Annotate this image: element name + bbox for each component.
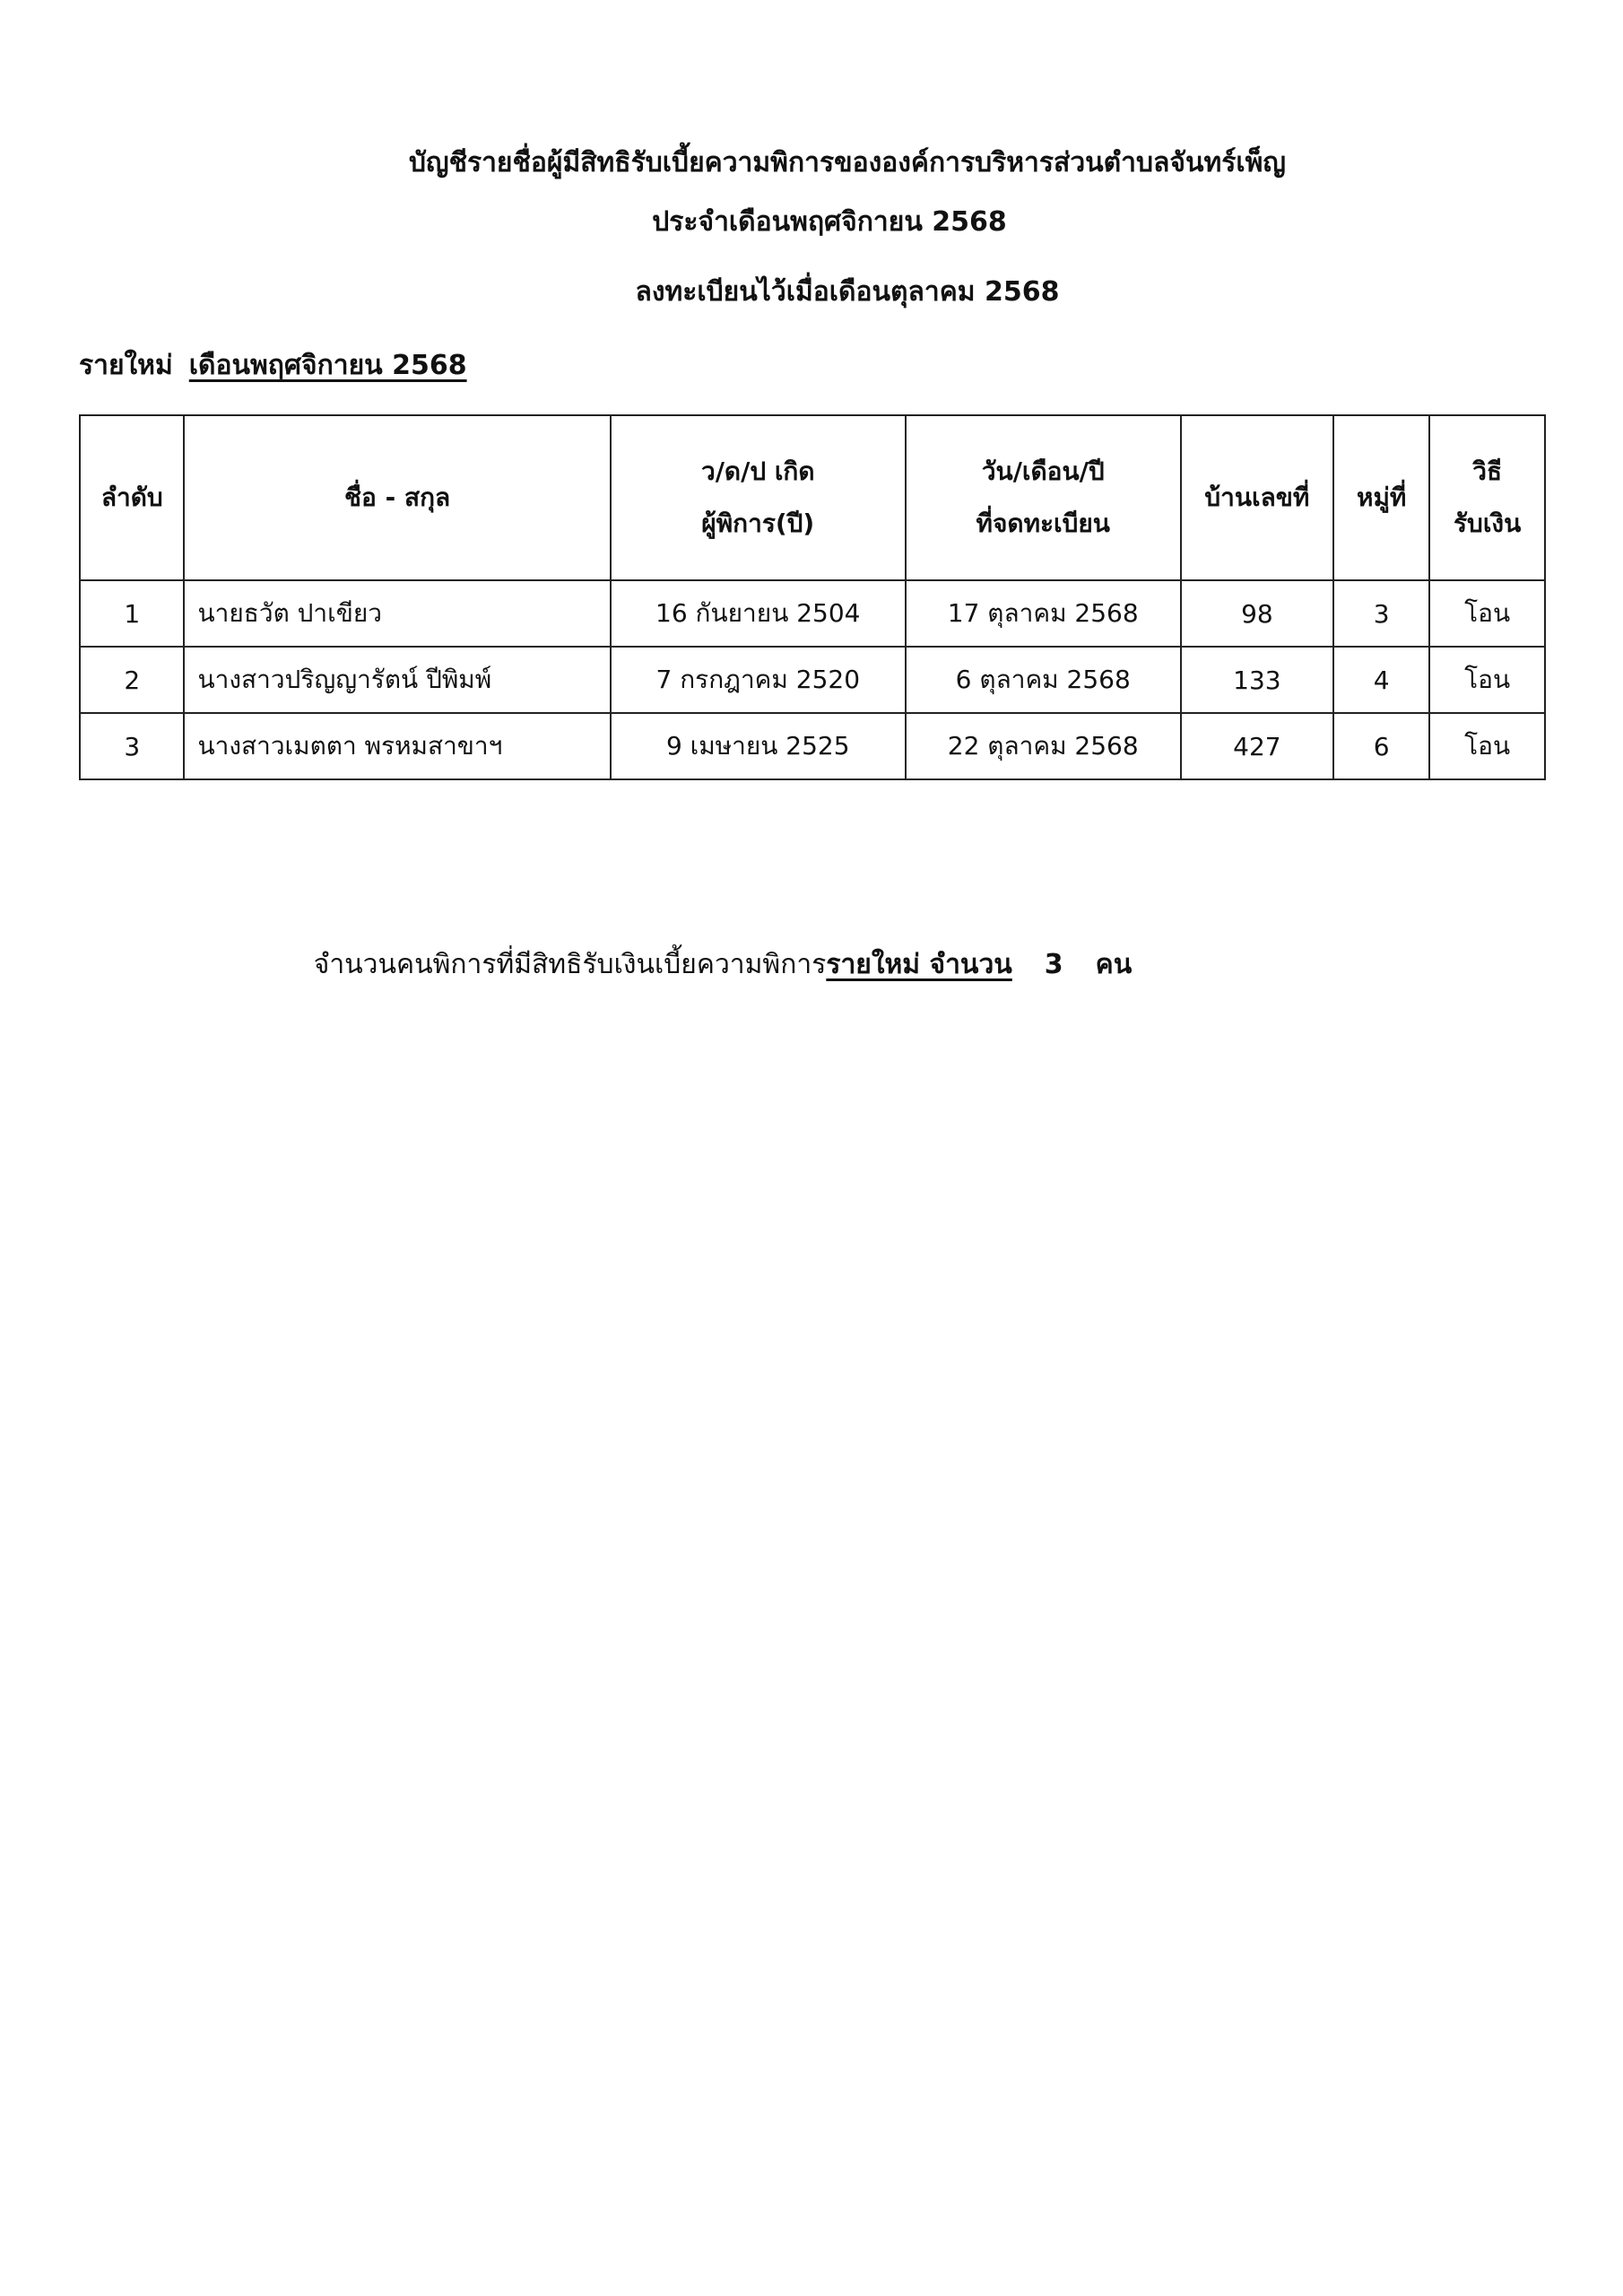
summary-count: 3 (1044, 949, 1063, 980)
header-birth (611, 415, 906, 580)
cell-registered: 6 ตุลาคม 2568 (906, 647, 1181, 713)
cell-no: 3 (80, 713, 184, 779)
summary-text: จำนวนคนพิการที่มีสิทธิรับเงินเบี้ยความพิการ (313, 949, 827, 980)
cell-registered: 22 ตุลาคม 2568 (906, 713, 1181, 779)
header-registered-line-2: ที่จดทะเบียน (976, 509, 1110, 538)
header-no: ลำดับ (80, 415, 184, 580)
header-moo: หมู่ที่ (1333, 415, 1429, 580)
header-payment-line-2: รับเงิน (1454, 509, 1522, 538)
summary-highlight: รายใหม่ จำนวน (826, 949, 1012, 980)
cell-birth: 9 เมษายน 2525 (611, 713, 906, 779)
cell-house: 427 (1181, 713, 1333, 779)
cell-no: 1 (80, 580, 184, 647)
header-registered (906, 415, 1181, 580)
section-month: เดือนพฤศจิกายน 2568 (188, 350, 467, 381)
header-birth-line-2: ผู้พิการ(ปี) (701, 509, 815, 538)
cell-moo: 6 (1333, 713, 1429, 779)
summary-unit: คน (1095, 949, 1133, 980)
header-house: บ้านเลขที่ (1181, 415, 1333, 580)
cell-name: นางสาวเมตตา พรหมสาขาฯ (184, 713, 610, 779)
cell-name: นางสาวปริญญารัตน์ ปีพิมพ์ (184, 647, 610, 713)
cell-registered: 17 ตุลาคม 2568 (906, 580, 1181, 647)
header-payment-line-1: วิธี (1472, 457, 1503, 486)
section-label: รายใหม่ (79, 350, 173, 381)
header-registered-line-1: วัน/เดือน/ปี (981, 457, 1105, 486)
document-title: บัญชีรายชื่อผู้มีสิทธิรับเบี้ยความพิการขององค์การบริหารส่วนตำบลจันทร์เพ็ญ (408, 147, 1286, 178)
cell-moo: 4 (1333, 647, 1429, 713)
section-heading (79, 348, 467, 384)
cell-payment: โอน (1429, 580, 1545, 647)
cell-moo: 3 (1333, 580, 1429, 647)
beneficiary-table (79, 414, 1546, 780)
cell-payment: โอน (1429, 713, 1545, 779)
table-row (80, 647, 1545, 713)
document-period: ประจำเดือนพฤศจิกายน 2568 (652, 206, 1007, 238)
table-header-row (80, 415, 1545, 580)
cell-house: 133 (1181, 647, 1333, 713)
cell-house: 98 (1181, 580, 1333, 647)
cell-name: นายธวัต ปาเขียว (184, 580, 610, 647)
cell-payment: โอน (1429, 647, 1545, 713)
header-payment (1429, 415, 1545, 580)
summary-content (314, 949, 1133, 980)
header-birth-line-1: ว/ด/ป เกิด (700, 457, 815, 486)
cell-birth: 16 กันยายน 2504 (611, 580, 906, 647)
table-row (80, 713, 1545, 779)
header-name: ชื่อ - สกุล (184, 415, 610, 580)
cell-no: 2 (80, 647, 184, 713)
table-row (80, 580, 1545, 647)
cell-birth: 7 กรกฎาคม 2520 (611, 647, 906, 713)
summary-line (0, 947, 1623, 983)
document-registration-month: ลงทะเบียนไว้เมื่อเดือนตุลาคม 2568 (635, 276, 1060, 308)
